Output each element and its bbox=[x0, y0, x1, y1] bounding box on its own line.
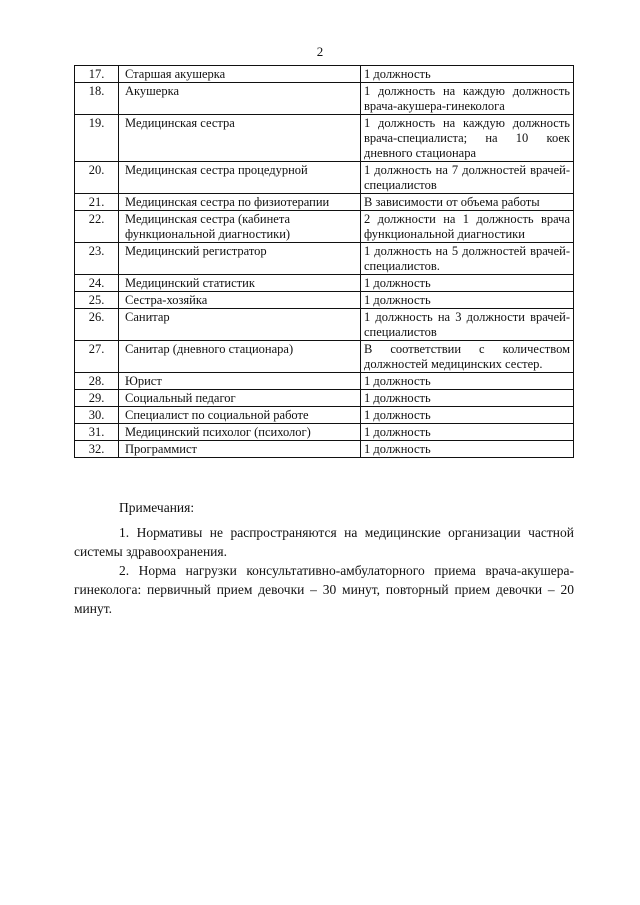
row-number: 21. bbox=[75, 194, 119, 211]
row-number: 22. bbox=[75, 211, 119, 243]
position-name: Медицинская сестра по физиотерапии bbox=[119, 194, 361, 211]
table-row bbox=[75, 309, 574, 341]
table-row bbox=[75, 243, 574, 275]
row-number: 32. bbox=[75, 441, 119, 458]
position-name: Медицинский статистик bbox=[119, 275, 361, 292]
position-name: Медицинская сестра bbox=[119, 115, 361, 162]
notes-section bbox=[74, 498, 574, 618]
position-name: Медицинская сестра (кабинета функциональной диагностики) bbox=[119, 211, 361, 243]
staffing-norm: 1 должность bbox=[361, 407, 574, 424]
staffing-norm: 1 должность на 3 должности врачей-специалистов bbox=[361, 309, 574, 341]
table-row bbox=[75, 390, 574, 407]
staffing-norm: 1 должность на 5 должностей врачей-специалистов. bbox=[361, 243, 574, 275]
position-name: Медицинская сестра процедурной bbox=[119, 162, 361, 194]
position-name: Санитар (дневного стационара) bbox=[119, 341, 361, 373]
row-number: 28. bbox=[75, 373, 119, 390]
staffing-norm: 1 должность на каждую должность врача-акушера-гинеколога bbox=[361, 83, 574, 115]
row-number: 19. bbox=[75, 115, 119, 162]
staffing-norm: 1 должность bbox=[361, 275, 574, 292]
table-row bbox=[75, 373, 574, 390]
staffing-norm: В зависимости от объема работы bbox=[361, 194, 574, 211]
row-number: 17. bbox=[75, 66, 119, 83]
position-name: Специалист по социальной работе bbox=[119, 407, 361, 424]
staffing-norm: 1 должность bbox=[361, 441, 574, 458]
table-row bbox=[75, 83, 574, 115]
position-name: Сестра-хозяйка bbox=[119, 292, 361, 309]
row-number: 26. bbox=[75, 309, 119, 341]
table-row bbox=[75, 292, 574, 309]
table-row bbox=[75, 115, 574, 162]
row-number: 24. bbox=[75, 275, 119, 292]
position-name: Социальный педагог bbox=[119, 390, 361, 407]
notes-heading: Примечания: bbox=[119, 500, 195, 515]
staffing-norm: 1 должность на каждую должность врача-специалиста; на 10 коек дневного стационара bbox=[361, 115, 574, 162]
position-name: Юрист bbox=[119, 373, 361, 390]
staffing-table bbox=[74, 65, 574, 458]
staffing-norm: 1 должность на 7 должностей врачей-специалистов bbox=[361, 162, 574, 194]
table-row bbox=[75, 407, 574, 424]
table-row bbox=[75, 66, 574, 83]
row-number: 20. bbox=[75, 162, 119, 194]
staffing-norm: 1 должность bbox=[361, 66, 574, 83]
staffing-norm: 1 должность bbox=[361, 390, 574, 407]
note-item: 1. Нормативы не распространяются на медицинские организации частной системы здравоохранения. bbox=[74, 525, 574, 559]
table-row bbox=[75, 162, 574, 194]
row-number: 29. bbox=[75, 390, 119, 407]
position-name: Медицинский психолог (психолог) bbox=[119, 424, 361, 441]
table-row bbox=[75, 341, 574, 373]
staffing-norm: 1 должность bbox=[361, 373, 574, 390]
position-name: Санитар bbox=[119, 309, 361, 341]
note-item: 2. Норма нагрузки консультативно-амбулаторного приема врача-акушера-гинеколога: первичный прием девочки – 30 минут, повторный прием девочки – 20 минут. bbox=[74, 563, 574, 616]
row-number: 18. bbox=[75, 83, 119, 115]
row-number: 27. bbox=[75, 341, 119, 373]
staffing-norm: 1 должность bbox=[361, 292, 574, 309]
table-row bbox=[75, 211, 574, 243]
table-row bbox=[75, 441, 574, 458]
row-number: 23. bbox=[75, 243, 119, 275]
table-row bbox=[75, 194, 574, 211]
position-name: Акушерка bbox=[119, 83, 361, 115]
row-number: 25. bbox=[75, 292, 119, 309]
position-name: Медицинский регистратор bbox=[119, 243, 361, 275]
page-number: 2 bbox=[316, 44, 324, 59]
staffing-norm: 2 должности на 1 должность врача функциональной диагностики bbox=[361, 211, 574, 243]
position-name: Программист bbox=[119, 441, 361, 458]
staffing-norm: 1 должность bbox=[361, 424, 574, 441]
table-row bbox=[75, 275, 574, 292]
position-name: Старшая акушерка bbox=[119, 66, 361, 83]
table-row bbox=[75, 424, 574, 441]
row-number: 30. bbox=[75, 407, 119, 424]
row-number: 31. bbox=[75, 424, 119, 441]
staffing-norm: В соответствии с количеством должностей медицинских сестер. bbox=[361, 341, 574, 373]
